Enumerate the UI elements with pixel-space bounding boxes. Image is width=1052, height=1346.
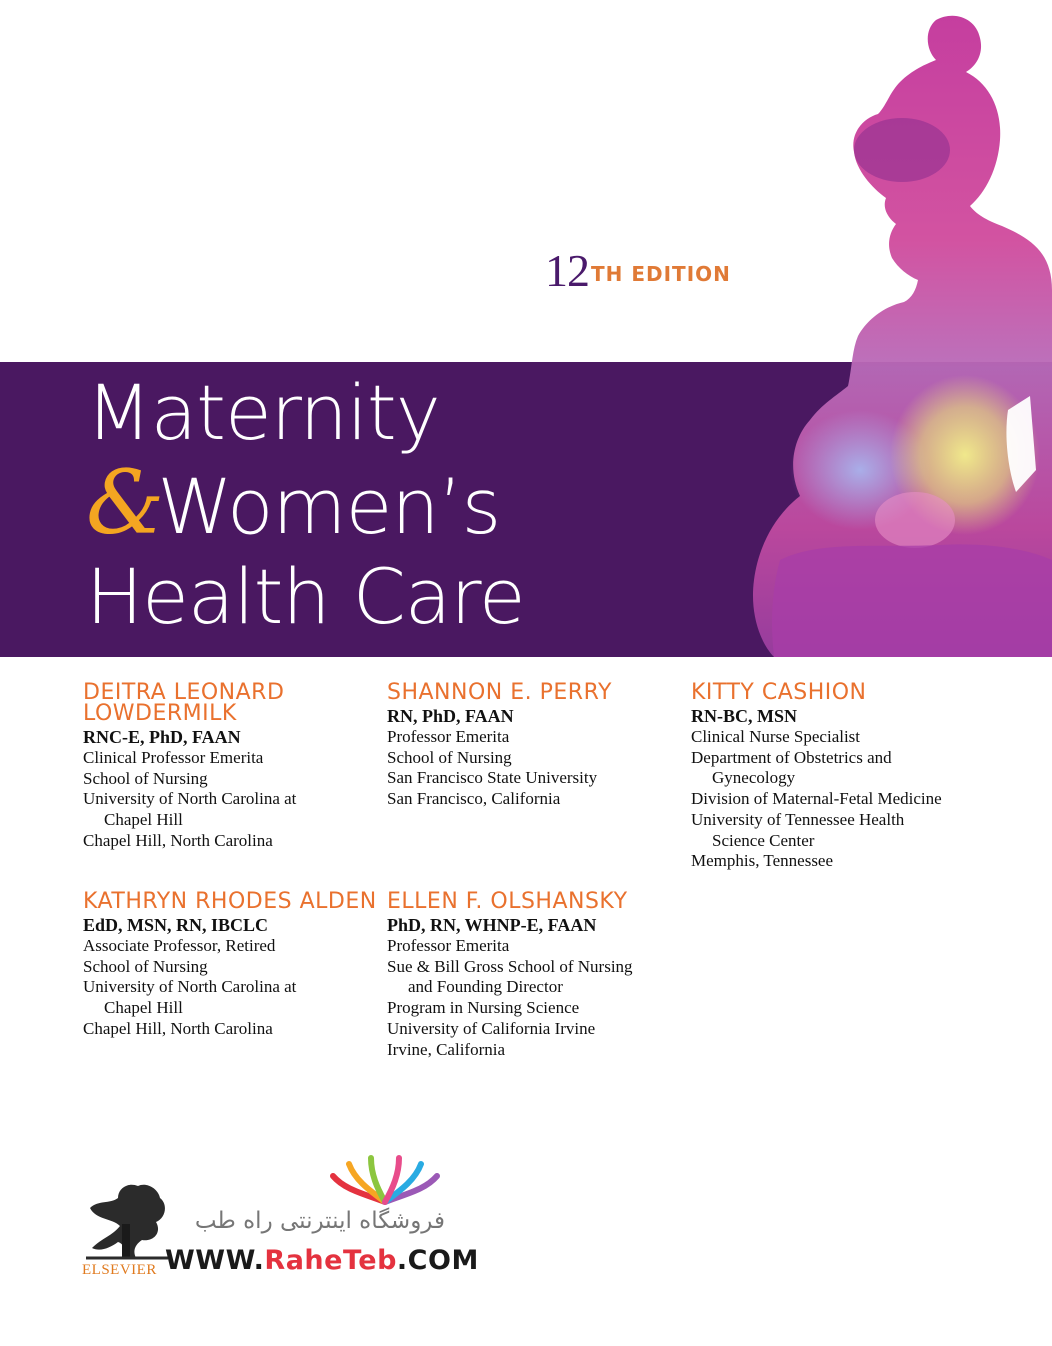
author-name: DEITRA LEONARD LOWDERMILK xyxy=(83,680,285,726)
store-url xyxy=(165,1245,479,1276)
author-affiliation-line: Science Center xyxy=(712,830,815,850)
author-name: SHANNON E. PERRY xyxy=(387,680,612,705)
store-url-brand: RaheTeb xyxy=(264,1245,397,1276)
author-affiliation-line: Memphis, Tennessee xyxy=(691,851,834,871)
author-name: KATHRYN RHODES ALDEN xyxy=(83,889,377,914)
title-line-2 xyxy=(86,451,525,554)
author-affiliation-line: University of North Carolina at xyxy=(83,977,297,997)
title-line-3: Health Care xyxy=(86,552,525,641)
author-affiliation-line: Clinical Professor Emerita xyxy=(83,748,264,767)
author-affiliation-line: Associate Professor, Retired xyxy=(83,936,276,955)
title-line-2-text: Women’s xyxy=(157,462,501,551)
author-affiliation-line: Division of Maternal-Fetal Medicine xyxy=(691,789,942,809)
author-credentials: RNC-E, PhD, FAAN xyxy=(83,727,241,747)
edition-suffix: TH EDITION xyxy=(591,262,731,286)
author-block xyxy=(83,682,383,852)
author-affiliation-line: Irvine, California xyxy=(387,1039,506,1059)
publisher-logo xyxy=(82,1178,172,1286)
title-line-1: Maternity xyxy=(86,368,440,457)
author-affiliation-line: Chapel Hill xyxy=(104,998,183,1018)
author-affiliation-line: University of California Irvine xyxy=(387,1018,596,1038)
author-affiliation-line: School of Nursing xyxy=(83,768,208,788)
author-affiliation-line: and Founding Director xyxy=(408,977,563,997)
author-name: ELLEN F. OLSHANSKY xyxy=(387,889,628,914)
author-block xyxy=(387,682,687,810)
author-block xyxy=(691,682,991,872)
author-affiliation-line: Clinical Nurse Specialist xyxy=(691,727,861,746)
author-affiliation-line: University of Tennessee Health xyxy=(691,809,905,829)
title-ampersand: & xyxy=(86,451,164,554)
author-affiliation-line: School of Nursing xyxy=(387,747,512,767)
author-affiliation-line: Professor Emerita xyxy=(387,727,510,746)
edition-label xyxy=(545,245,731,296)
author-affiliation-line: School of Nursing xyxy=(83,956,208,976)
author-affiliation-line: San Francisco, California xyxy=(387,789,561,809)
store-watermark xyxy=(165,1150,479,1290)
author-affiliation-line: Sue & Bill Gross School of Nursing xyxy=(387,956,633,976)
author-affiliation-line: Program in Nursing Science xyxy=(387,998,580,1018)
author-affiliation-line: Department of Obstetrics and xyxy=(691,747,892,767)
store-url-suffix: .COM xyxy=(396,1245,479,1276)
author-block xyxy=(387,891,687,1060)
publisher-wordmark: ELSEVIER xyxy=(82,1262,157,1278)
edition-number: 12 xyxy=(545,245,589,296)
pregnant-woman-watercolor-illustration xyxy=(740,0,1052,657)
author-affiliation-line: San Francisco State University xyxy=(387,768,598,788)
author-affiliation-line: Gynecology xyxy=(712,768,796,788)
author-affiliation-line: Professor Emerita xyxy=(387,936,510,955)
author-credentials: EdD, MSN, RN, IBCLC xyxy=(83,915,269,935)
author-affiliation-line: Chapel Hill, North Carolina xyxy=(83,1018,273,1038)
author-block xyxy=(83,891,383,1040)
author-affiliation-line: Chapel Hill xyxy=(104,810,183,830)
tree-icon xyxy=(82,1178,172,1262)
author-name: KITTY CASHION xyxy=(691,680,867,705)
author-credentials: RN-BC, MSN xyxy=(691,706,797,726)
author-credentials: RN, PhD, FAAN xyxy=(387,706,514,726)
book-title xyxy=(86,368,525,642)
author-credentials: PhD, RN, WHNP-E, FAAN xyxy=(387,915,597,935)
author-affiliation-line: Chapel Hill, North Carolina xyxy=(83,830,273,850)
store-name-persian: فروشگاه اینترنتی راه طب xyxy=(194,1208,445,1234)
open-book-rainbow-icon xyxy=(165,1150,465,1210)
author-affiliation-line: University of North Carolina at xyxy=(83,789,297,809)
store-url-prefix: WWW. xyxy=(165,1245,265,1276)
